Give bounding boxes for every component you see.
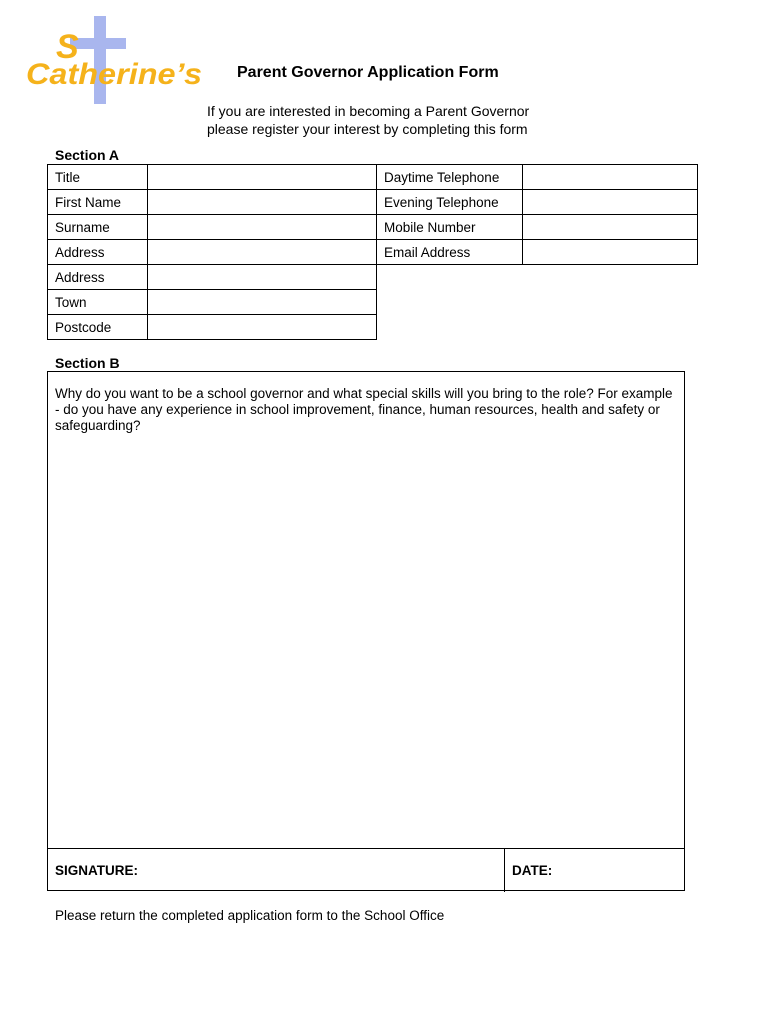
page-title: Parent Governor Application Form (237, 64, 499, 81)
section-b-answer-box[interactable] (47, 371, 685, 891)
postcode-input[interactable] (148, 315, 377, 340)
logo-text-s: S (56, 28, 79, 66)
table-row (48, 215, 377, 240)
title-input[interactable] (148, 165, 377, 190)
email-address-input[interactable] (523, 240, 698, 265)
intro-line-1: If you are interested in becoming a Parent Governor (207, 103, 530, 119)
town-input[interactable] (148, 290, 377, 315)
field-label-surname: Surname (48, 215, 148, 240)
return-instructions: Please return the completed application form to the School Office (55, 908, 445, 923)
table-row (377, 240, 698, 265)
field-label-evening-telephone: Evening Telephone (377, 190, 523, 215)
table-row (377, 165, 698, 190)
contact-details-table (376, 164, 698, 265)
daytime-telephone-input[interactable] (523, 165, 698, 190)
intro-line-2: please register your interest by completing this form (207, 121, 528, 137)
evening-telephone-input[interactable] (523, 190, 698, 215)
field-label-postcode: Postcode (48, 315, 148, 340)
table-row (48, 190, 377, 215)
section-b-heading: Section B (55, 355, 120, 371)
intro-text (207, 102, 529, 138)
signature-row (48, 848, 684, 892)
date-label: DATE: (512, 863, 553, 878)
school-logo (24, 14, 206, 106)
field-label-first-name: First Name (48, 190, 148, 215)
field-label-mobile-number: Mobile Number (377, 215, 523, 240)
table-row (48, 290, 377, 315)
table-row (377, 190, 698, 215)
personal-details-table (47, 164, 377, 340)
field-label-email-address: Email Address (377, 240, 523, 265)
table-row (48, 315, 377, 340)
first-name-input[interactable] (148, 190, 377, 215)
table-row (377, 215, 698, 240)
section-a-heading: Section A (55, 147, 120, 163)
table-row (48, 265, 377, 290)
table-row (48, 240, 377, 265)
surname-input[interactable] (148, 215, 377, 240)
mobile-number-input[interactable] (523, 215, 698, 240)
field-label-daytime-telephone: Daytime Telephone (377, 165, 523, 190)
signature-divider (504, 849, 505, 892)
address-2-input[interactable] (148, 265, 377, 290)
section-b-question: Why do you want to be a school governor and what special skills will you bring to the role? For example - do you have any experience in school improvement, finance, human resources, health and safety or safeguarding? (55, 386, 673, 433)
field-label-title: Title (48, 165, 148, 190)
field-label-address-1: Address (48, 240, 148, 265)
address-1-input[interactable] (148, 240, 377, 265)
logo-text-catherines: Catherine’s (26, 58, 202, 91)
table-row (48, 165, 377, 190)
field-label-address-2: Address (48, 265, 148, 290)
field-label-town: Town (48, 290, 148, 315)
signature-label: SIGNATURE: (55, 863, 138, 878)
